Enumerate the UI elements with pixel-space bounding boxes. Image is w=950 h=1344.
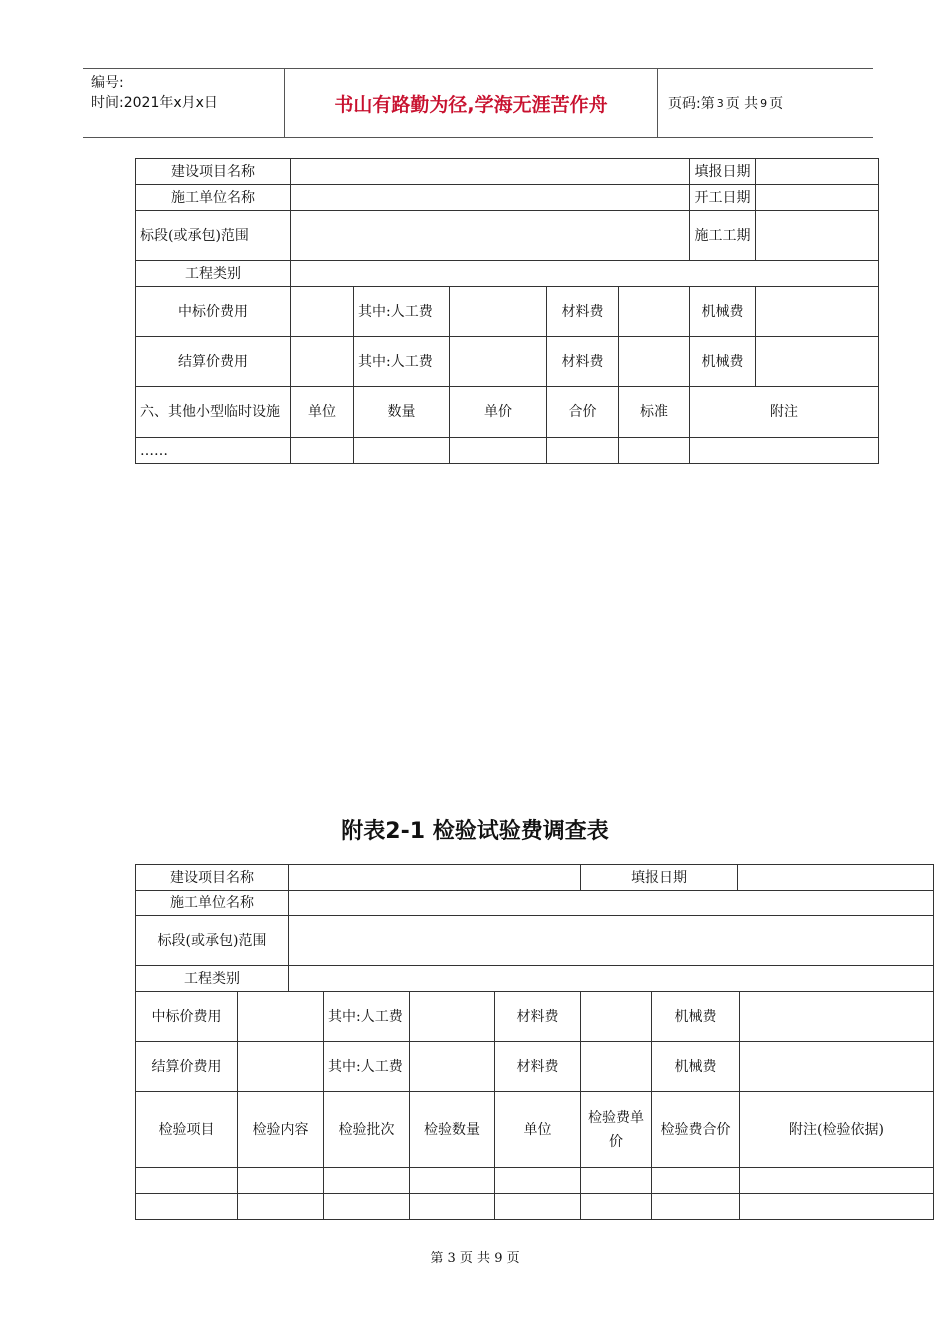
- label-contractor: 施工单位名称: [136, 185, 291, 211]
- value-bid-cost[interactable]: [291, 287, 354, 337]
- table-cell[interactable]: [324, 1168, 410, 1194]
- table-row: [136, 1168, 934, 1194]
- inspection-fee-table: [135, 864, 934, 1220]
- table-cell[interactable]: [238, 1168, 324, 1194]
- table-cell[interactable]: [581, 1168, 652, 1194]
- label-labor: 其中:人工费: [324, 1042, 410, 1092]
- value-settle-cost[interactable]: [238, 1042, 324, 1092]
- label-machine: 机械费: [652, 992, 740, 1042]
- column-header: 检验费合价: [652, 1092, 740, 1168]
- value-project-name[interactable]: [289, 865, 581, 891]
- code-label: 编号:: [91, 75, 124, 91]
- label-labor: 其中:人工费: [354, 337, 450, 387]
- label-duration: 施工工期: [690, 211, 756, 261]
- value-fill-date[interactable]: [756, 159, 879, 185]
- value-contractor[interactable]: [291, 185, 690, 211]
- table-cell[interactable]: [495, 1168, 581, 1194]
- col-note: 附注: [690, 387, 879, 438]
- label-project-name: 建设项目名称: [136, 865, 289, 891]
- label-machine: 机械费: [690, 287, 756, 337]
- value-section-scope[interactable]: [289, 916, 934, 966]
- table-cell[interactable]: [495, 1194, 581, 1220]
- label-category: 工程类别: [136, 261, 291, 287]
- value-machine[interactable]: [756, 287, 879, 337]
- label-material: 材料费: [547, 287, 619, 337]
- value-duration[interactable]: [756, 211, 879, 261]
- time-label: 时间:2021年x月x日: [91, 95, 218, 111]
- value-category[interactable]: [291, 261, 879, 287]
- header-motto: 书山有路勤为径,学海无涯苦作舟: [334, 93, 608, 116]
- value-labor[interactable]: [450, 287, 547, 337]
- value-labor[interactable]: [410, 1042, 495, 1092]
- table-cell[interactable]: [581, 1194, 652, 1220]
- table-cell[interactable]: [291, 438, 354, 464]
- table-cell[interactable]: [547, 438, 619, 464]
- label-start-date: 开工日期: [690, 185, 756, 211]
- page-indicator: [668, 69, 783, 137]
- table-cell[interactable]: [324, 1194, 410, 1220]
- table-cell[interactable]: [136, 1194, 238, 1220]
- page-current: 3: [716, 96, 724, 110]
- table-cell[interactable]: [690, 438, 879, 464]
- label-section6: 六、其他小型临时设施: [136, 387, 291, 438]
- column-header: 检验数量: [410, 1092, 495, 1168]
- label-bid-cost: 中标价费用: [136, 992, 238, 1042]
- label-fill-date: 填报日期: [581, 865, 738, 891]
- label-material: 材料费: [495, 992, 581, 1042]
- ellipsis-row: ……: [136, 438, 291, 464]
- value-labor[interactable]: [450, 337, 547, 387]
- value-machine[interactable]: [740, 1042, 934, 1092]
- label-settle-cost: 结算价费用: [136, 337, 291, 387]
- table-cell[interactable]: [652, 1168, 740, 1194]
- value-material[interactable]: [581, 1042, 652, 1092]
- page-prefix: 页码:第: [668, 96, 715, 112]
- column-header: 检验内容: [238, 1092, 324, 1168]
- table-cell[interactable]: [136, 1168, 238, 1194]
- label-section-scope: 标段(或承包)范围: [136, 211, 291, 261]
- value-machine[interactable]: [756, 337, 879, 387]
- value-project-name[interactable]: [291, 159, 690, 185]
- header-meta: [91, 73, 218, 113]
- col-unit: 单位: [291, 387, 354, 438]
- label-category: 工程类别: [136, 966, 289, 992]
- value-category[interactable]: [289, 966, 934, 992]
- facilities-survey-table: [135, 158, 879, 464]
- table-cell[interactable]: [652, 1194, 740, 1220]
- label-project-name: 建设项目名称: [136, 159, 291, 185]
- value-bid-cost[interactable]: [238, 992, 324, 1042]
- value-machine[interactable]: [740, 992, 934, 1042]
- label-section-scope: 标段(或承包)范围: [136, 916, 289, 966]
- label-settle-cost: 结算价费用: [136, 1042, 238, 1092]
- label-machine: 机械费: [690, 337, 756, 387]
- page-suffix: 页: [769, 96, 784, 112]
- table2-title: 附表2-1 检验试验费调查表: [341, 819, 609, 844]
- value-contractor[interactable]: [289, 891, 934, 916]
- col-qty: 数量: [354, 387, 450, 438]
- value-material[interactable]: [581, 992, 652, 1042]
- value-section-scope[interactable]: [291, 211, 690, 261]
- value-settle-cost[interactable]: [291, 337, 354, 387]
- table-cell[interactable]: [740, 1168, 934, 1194]
- label-material: 材料费: [495, 1042, 581, 1092]
- page-mid: 页 共: [725, 96, 759, 112]
- table-row: [136, 1194, 934, 1220]
- value-labor[interactable]: [410, 992, 495, 1042]
- column-header: 检验费单价: [581, 1092, 652, 1168]
- label-labor: 其中:人工费: [354, 287, 450, 337]
- column-header: 检验项目: [136, 1092, 238, 1168]
- table-cell[interactable]: [238, 1194, 324, 1220]
- table-cell[interactable]: [619, 438, 690, 464]
- column-header: 单位: [495, 1092, 581, 1168]
- col-standard: 标准: [619, 387, 690, 438]
- col-total: 合价: [547, 387, 619, 438]
- page-header: [83, 68, 873, 138]
- col-unit-price: 单价: [450, 387, 547, 438]
- label-contractor: 施工单位名称: [136, 891, 289, 916]
- column-header: 附注(检验依据): [740, 1092, 934, 1168]
- page-total: 9: [760, 96, 768, 110]
- value-material[interactable]: [619, 287, 690, 337]
- label-labor: 其中:人工费: [324, 992, 410, 1042]
- table-cell[interactable]: [450, 438, 547, 464]
- table-cell[interactable]: [354, 438, 450, 464]
- column-header: 检验批次: [324, 1092, 410, 1168]
- page-footer: 第 3 页 共 9 页: [430, 1251, 520, 1266]
- label-machine: 机械费: [652, 1042, 740, 1092]
- value-fill-date[interactable]: [738, 865, 934, 891]
- value-start-date[interactable]: [756, 185, 879, 211]
- table-cell[interactable]: [410, 1194, 495, 1220]
- label-fill-date: 填报日期: [690, 159, 756, 185]
- value-material[interactable]: [619, 337, 690, 387]
- table-cell[interactable]: [410, 1168, 495, 1194]
- table-cell[interactable]: [740, 1194, 934, 1220]
- label-material: 材料费: [547, 337, 619, 387]
- label-bid-cost: 中标价费用: [136, 287, 291, 337]
- header-divider: [657, 69, 658, 137]
